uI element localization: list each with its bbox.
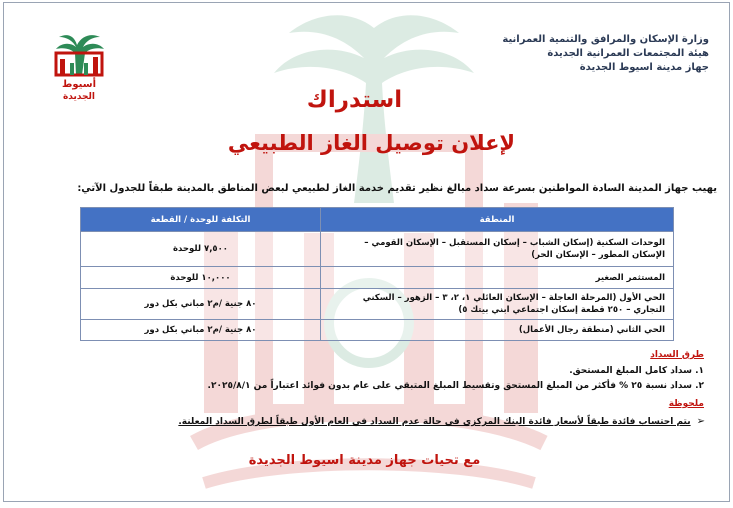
page-title: استدراك [306,87,403,113]
intro-paragraph: يهيب جهاز المدينة السادة المواطنين بسرعة سداد مبالغ نظير تقديم خدمة الغاز لطبيعي لبعض المناطق بالمدينة طبقاً للجدول الآتي: [77,183,717,194]
agency-name: جهاز مدينة اسيوط الجديدة [579,62,709,73]
cost-cell: ١٠,٠٠٠ للوحدة [81,267,321,289]
payment-method-item: ١. سداد كامل المبلغ المستحق. [569,366,704,376]
table-row [81,320,674,341]
closing-text: مع تحيات جهاز مدينة اسيوط الجديدة [248,453,481,468]
logo-text-line2: الجديدة [62,92,96,102]
page-subtitle: لإعلان توصيل الغاز الطبيعي [227,131,516,155]
pricing-table [80,207,674,341]
table-row [81,232,674,267]
arrow-bullet-icon: ➢ [696,416,705,427]
column-header-cost: التكلفة للوحدة / القطعة [81,208,321,232]
logo-text-line1: أسيوط [62,79,96,90]
table-row [81,267,674,289]
payment-methods-heading: طرق السداد [650,350,704,360]
column-header-area: المنطقة [321,208,674,232]
area-cell: الحي الثاني (منطقة رجال الأعمال) [321,320,674,341]
note-text: يتم احتساب فائدة طبقاً لأسعار فائدة البنك المركزي في حالة عدم السداد في العام الأول طبقاً لطرق السداد المعلنة. [178,417,691,427]
note-line [178,416,705,427]
area-cell: الحي الأول (المرحلة العاجلة – الإسكان العائلي ١، ٢، ٣ – الزهور – السكني التجاري – ٢٥٠ قطعة إسكان اجتماعي ابني بيتك ٥) [321,289,674,320]
table-row [81,289,674,320]
announcement-page [3,2,730,502]
payment-method-item: ٢. سداد نسبة ٢٥ % فأكثر من المبلغ المستحق وتقسيط المبلغ المتبقي على عام بدون فوائد اعتباراً من ٢٠٢٥/٨/١. [207,381,704,391]
table-header-row [81,208,674,232]
area-cell: الوحدات السكنية (إسكان الشباب – إسكان المستقبل – الإسكان القومي – الإسكان المطور – الإسكان الحر) [321,232,674,267]
closing-greeting [4,453,729,468]
payment-methods-list [208,364,704,394]
cost-cell: ٨٠ جنية /م٢ مباني بكل دور [81,320,321,341]
authority-name: هيئة المجتمعات العمرانية الجديدة [547,48,709,59]
cost-cell: ٨٠ جنية /م٢ مباني بكل دور [81,289,321,320]
ministry-name: وزارة الإسكان والمرافق والتنمية العمرانية [502,34,709,45]
cost-cell: ٧,٥٠٠ للوحدة [81,232,321,267]
area-cell: المستثمر الصغير [321,267,674,289]
ministry-header [502,33,709,75]
note-heading: ملحوظة [668,399,704,409]
